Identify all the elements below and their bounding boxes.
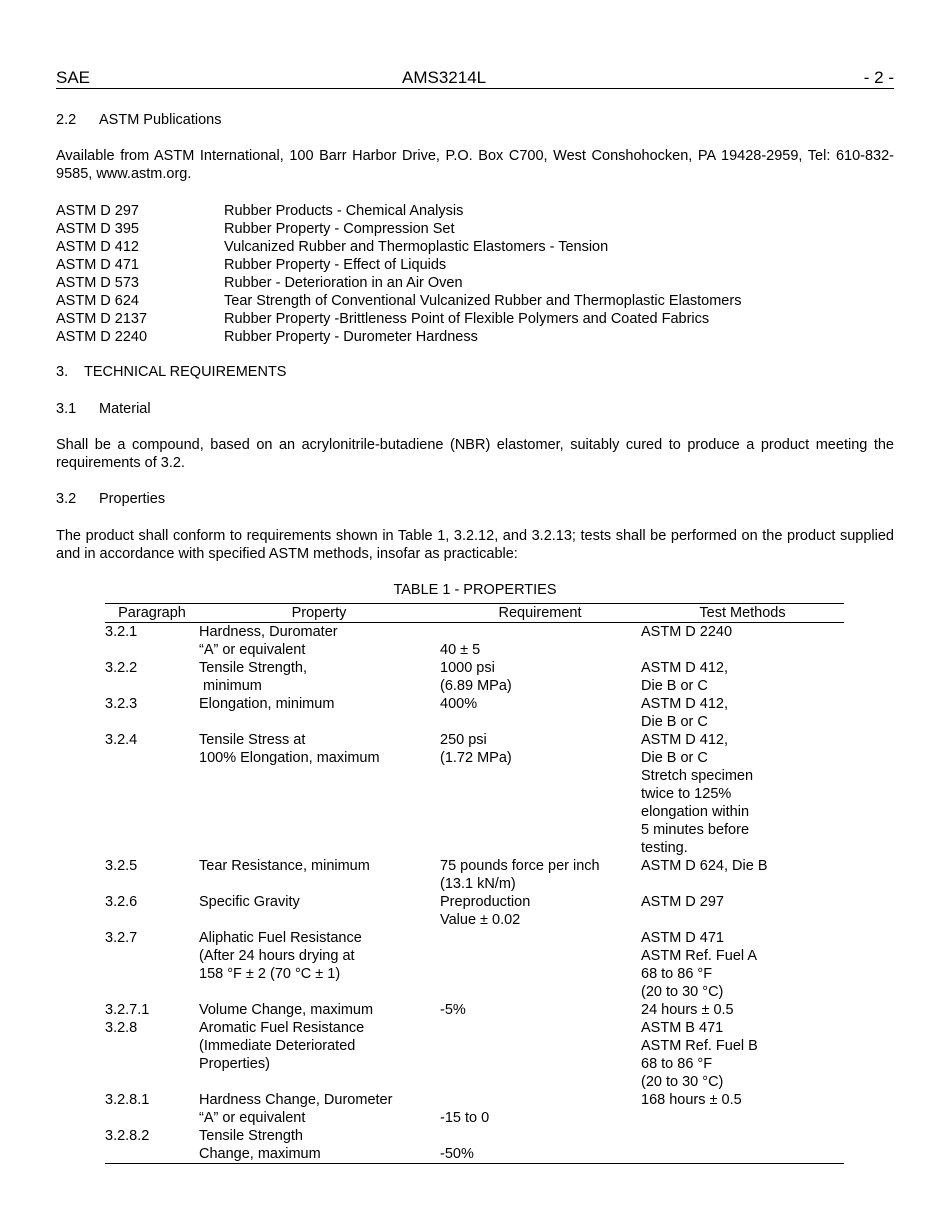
reference-title: Vulcanized Rubber and Thermoplastic Elastomers - Tension <box>224 239 609 255</box>
reference-code: ASTM D 2137 <box>56 311 148 327</box>
reference-item <box>56 328 741 346</box>
table-caption: TABLE 1 - PROPERTIES <box>393 582 557 598</box>
row-paragraph: 3.2.4 <box>105 732 138 748</box>
reference-item <box>56 220 741 238</box>
row-test-method: ASTM D 412, Die B or C <box>641 696 729 730</box>
row-paragraph: 3.2.8.2 <box>105 1128 150 1144</box>
reference-list <box>56 202 741 346</box>
row-property: Tensile Strength, minimum <box>199 660 308 694</box>
col-header-requirement: Requirement <box>498 605 582 621</box>
reference-title: Rubber Property -Brittleness Point of Flexible Polymers and Coated Fabrics <box>224 311 710 327</box>
reference-item <box>56 238 741 256</box>
row-requirement: 250 psi (1.72 MPa) <box>440 732 512 766</box>
row-requirement: 40 ± 5 <box>440 642 481 658</box>
row-test-method: ASTM D 2240 <box>641 624 733 640</box>
row-property: Hardness, Duromater “A” or equivalent <box>199 624 338 658</box>
row-property: Tensile Strength Change, maximum <box>199 1128 321 1162</box>
col-header-property: Property <box>291 605 347 621</box>
table-row <box>105 659 844 695</box>
reference-title: Rubber Property - Durometer Hardness <box>224 329 478 345</box>
row-requirement: Preproduction Value ± 0.02 <box>440 894 531 928</box>
row-paragraph: 3.2.1 <box>105 624 138 640</box>
section-title: Material <box>99 401 151 417</box>
row-property: Specific Gravity <box>199 894 300 910</box>
table-bottom-rule <box>105 1163 844 1164</box>
row-property: Aromatic Fuel Resistance (Immediate Deteriorated Properties) <box>199 1020 365 1072</box>
row-test-method: ASTM B 471 ASTM Ref. Fuel B 68 to 86 °F (20 to 30 °C) <box>641 1020 758 1090</box>
reference-code: ASTM D 297 <box>56 203 139 219</box>
reference-title: Rubber Property - Compression Set <box>224 221 455 237</box>
section-title: TECHNICAL REQUIREMENTS <box>84 364 287 380</box>
astm-availability-paragraph: Available from ASTM International, 100 Barr Harbor Drive, P.O. Box C700, West Conshohocken, PA 19428-2959, Tel: 610-832-9585, www.astm.org. <box>56 148 894 182</box>
table-row <box>105 731 844 857</box>
table-row <box>105 1019 844 1091</box>
row-requirement: 400% <box>440 696 478 712</box>
section-number: 3. <box>56 364 69 380</box>
row-property: Elongation, minimum <box>199 696 335 712</box>
row-paragraph: 3.2.8 <box>105 1020 138 1036</box>
table-row <box>105 1127 844 1163</box>
table-row <box>105 1091 844 1127</box>
section-3-1-heading <box>56 400 151 418</box>
row-requirement: 75 pounds force per inch (13.1 kN/m) <box>440 858 600 892</box>
properties-table <box>105 603 844 1164</box>
row-requirement: 1000 psi (6.89 MPa) <box>440 660 512 694</box>
table-header <box>105 603 844 623</box>
reference-code: ASTM D 624 <box>56 293 139 309</box>
row-requirement: -15 to 0 <box>440 1110 490 1126</box>
table-row <box>105 857 844 893</box>
reference-code: ASTM D 395 <box>56 221 139 237</box>
reference-code: ASTM D 412 <box>56 239 139 255</box>
row-paragraph: 3.2.2 <box>105 660 138 676</box>
row-property: Tensile Stress at 100% Elongation, maximum <box>199 732 380 766</box>
section-title: Properties <box>99 491 166 507</box>
reference-title: Tear Strength of Conventional Vulcanized Rubber and Thermoplastic Elastomers <box>224 293 742 309</box>
reference-item <box>56 274 741 292</box>
section-number: 3.1 <box>56 401 77 417</box>
section-number: 2.2 <box>56 112 77 128</box>
reference-item <box>56 310 741 328</box>
row-paragraph: 3.2.7.1 <box>105 1002 150 1018</box>
header-doc-number: AMS3214L <box>402 68 487 87</box>
row-test-method: 168 hours ± 0.5 <box>641 1092 742 1108</box>
row-property: Hardness Change, Durometer “A” or equivalent <box>199 1092 393 1126</box>
section-2-2-heading <box>56 111 222 129</box>
row-test-method: ASTM D 471 ASTM Ref. Fuel A 68 to 86 °F (20 to 30 °C) <box>641 930 758 1000</box>
reference-title: Rubber Products - Chemical Analysis <box>224 203 464 219</box>
page-header <box>56 68 894 89</box>
row-test-method: ASTM D 412, Die B or C <box>641 660 729 694</box>
table-row <box>105 695 844 731</box>
header-page-number: - 2 - <box>863 68 894 87</box>
row-property: Tear Resistance, minimum <box>199 858 370 874</box>
table-row <box>105 623 844 659</box>
row-test-method: ASTM D 624, Die B <box>641 858 768 874</box>
table-row <box>105 1001 844 1019</box>
reference-item <box>56 292 741 310</box>
row-requirement: -50% <box>440 1146 474 1162</box>
row-paragraph: 3.2.3 <box>105 696 138 712</box>
reference-code: ASTM D 2240 <box>56 329 148 345</box>
table-body <box>105 623 844 1163</box>
row-paragraph: 3.2.5 <box>105 858 138 874</box>
section-title: ASTM Publications <box>99 112 222 128</box>
table-row <box>105 929 844 1001</box>
row-paragraph: 3.2.7 <box>105 930 138 946</box>
row-test-method: ASTM D 412, Die B or C Stretch specimen twice to 125% elongation within 5 minutes before testing. <box>641 732 754 856</box>
col-header-test-methods: Test Methods <box>699 605 786 621</box>
reference-item <box>56 202 741 220</box>
table-row <box>105 893 844 929</box>
section-3-heading <box>56 363 286 381</box>
reference-item <box>56 256 741 274</box>
section-3-2-heading <box>56 490 165 508</box>
col-header-paragraph: Paragraph <box>118 605 186 621</box>
reference-title: Rubber - Deterioration in an Air Oven <box>224 275 463 291</box>
properties-paragraph: The product shall conform to requirements shown in Table 1, 3.2.12, and 3.2.13; tests shall be performed on the product supplied and in accordance with specified ASTM methods, insofar as practicable: <box>56 528 894 562</box>
row-property: Aliphatic Fuel Resistance (After 24 hours drying at 158 °F ± 2 (70 °C ± 1) <box>199 930 362 982</box>
header-org: SAE <box>56 68 91 87</box>
row-test-method: ASTM D 297 <box>641 894 724 910</box>
row-paragraph: 3.2.6 <box>105 894 138 910</box>
row-property: Volume Change, maximum <box>199 1002 374 1018</box>
reference-code: ASTM D 471 <box>56 257 139 273</box>
reference-code: ASTM D 573 <box>56 275 139 291</box>
row-test-method: 24 hours ± 0.5 <box>641 1002 734 1018</box>
row-paragraph: 3.2.8.1 <box>105 1092 150 1108</box>
section-number: 3.2 <box>56 491 77 507</box>
material-paragraph: Shall be a compound, based on an acrylonitrile-butadiene (NBR) elastomer, suitably cured to produce a product meeting the requirements of 3.2. <box>56 437 894 471</box>
row-requirement: -5% <box>440 1002 466 1018</box>
reference-title: Rubber Property - Effect of Liquids <box>224 257 447 273</box>
